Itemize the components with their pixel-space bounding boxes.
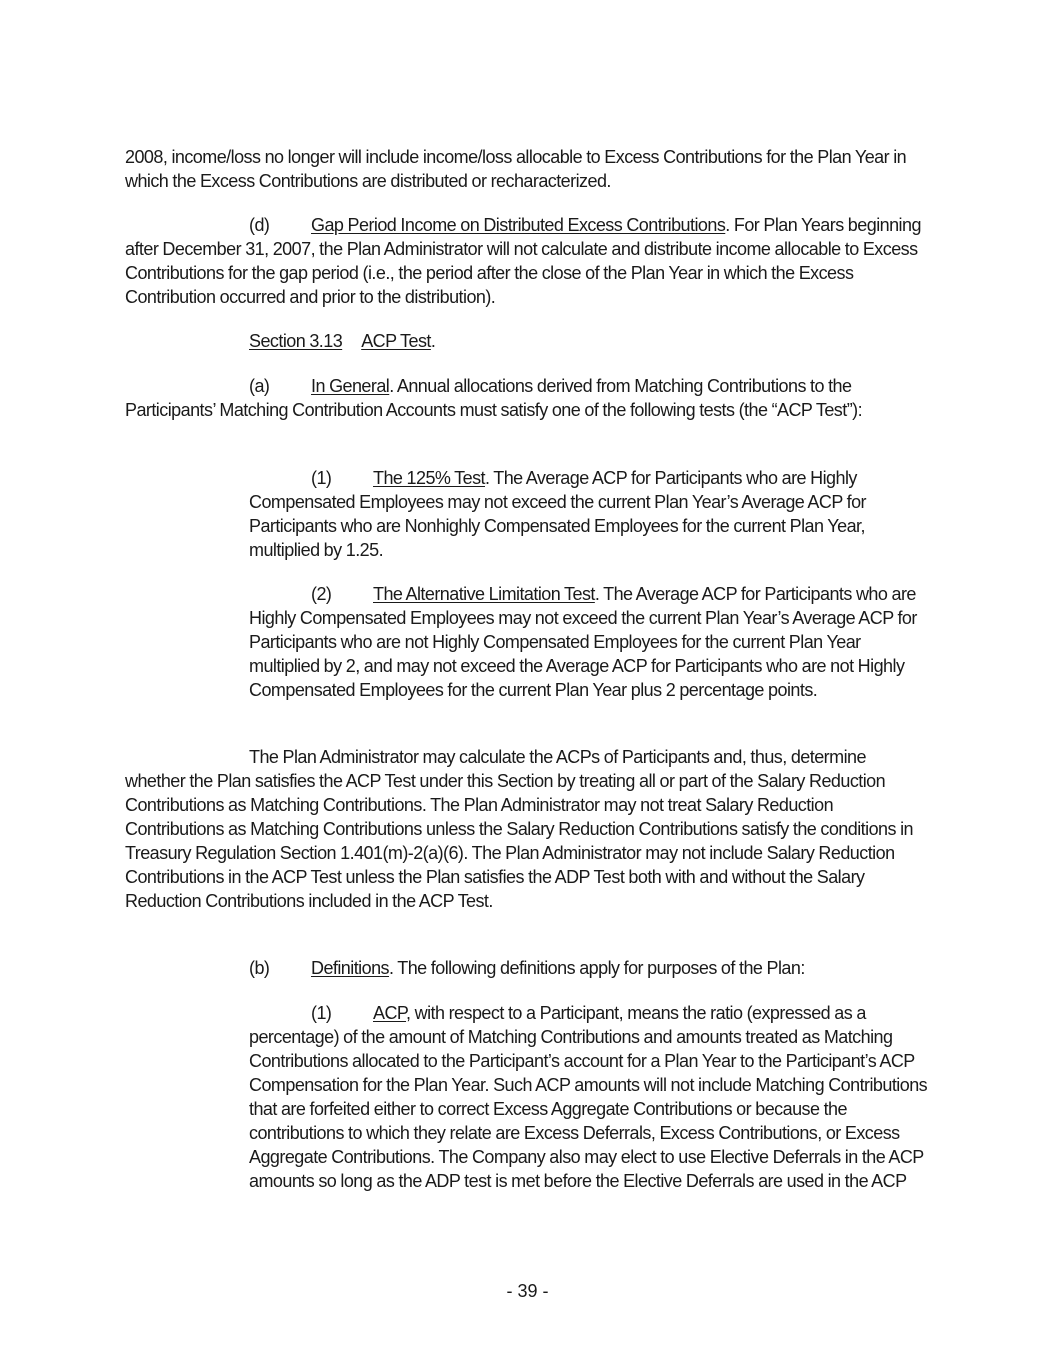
section-heading <box>125 329 930 353</box>
paragraph-acp-definition <box>249 1001 930 1193</box>
paragraph-text: . For Plan Years beginning after December 31, 2007, the Plan Administrator will not calculate and distribute income allocable to Excess Contributions for the gap period (i.e., the period after the close of the Plan Year in which the Excess Contribution occurred and prior to the distribution). <box>125 215 921 307</box>
paragraph-text: . The Average ACP for Participants who are Highly Compensated Employees may not exceed the current Plan Year’s Average ACP for Participants who are Nonhighly Compensated Employees for the current Plan Year, multiplied by 1.25. <box>249 468 866 560</box>
page-number: - 39 - <box>506 1281 549 1301</box>
paragraph-text: 2008, income/loss no longer will include income/loss allocable to Excess Contributions for the Plan Year in which the Excess Contributions are distributed or recharacterized. <box>125 147 907 191</box>
item-label: (2) <box>311 584 332 604</box>
paragraph-gap-period <box>125 213 930 309</box>
section-title: ACP Test <box>361 331 431 351</box>
paragraph-125-test <box>249 466 930 562</box>
item-heading: Gap Period Income on Distributed Excess Contributions <box>311 215 726 235</box>
item-heading: ACP <box>373 1003 407 1023</box>
paragraph-alternative-test <box>249 582 930 702</box>
paragraph-text: . The Average ACP for Participants who are Highly Compensated Employees may not exceed the current Plan Year’s Average ACP for Participants who are not Highly Compensated Employees for the current Plan Year multiplied by 2, and may not exceed the Average ACP for Participants who are not Highly Compensated Employees for the current Plan Year plus 2 percentage points. <box>249 584 917 700</box>
item-heading: Definitions <box>311 958 389 978</box>
paragraph-definitions <box>125 956 930 980</box>
section-number: Section 3.13 <box>249 331 343 351</box>
item-label: (1) <box>311 468 332 488</box>
paragraph-text: . The following definitions apply for purposes of the Plan: <box>389 958 805 978</box>
item-heading: In General <box>311 376 390 396</box>
item-heading: The Alternative Limitation Test <box>373 584 595 604</box>
item-label: (a) <box>249 376 270 396</box>
paragraph-in-general <box>125 374 930 422</box>
item-heading: The 125% Test <box>373 468 485 488</box>
paragraph-income-loss <box>125 145 930 193</box>
paragraph-text: . Annual allocations derived from Matching Contributions to the Participants’ Matching Contribution Accounts must satisfy one of the following tests (the “ACP Test”): <box>125 376 863 420</box>
item-label: (1) <box>311 1003 332 1023</box>
item-label: (b) <box>249 958 270 978</box>
item-label: (d) <box>249 215 270 235</box>
paragraph-text: , with respect to a Participant, means the ratio (expressed as a percentage) of the amount of Matching Contributions and amounts treated as Matching Contributions allocated to the Participant’s account for a Plan Year to the Participant’s ACP Compensation for the Plan Year. Such ACP amounts will not include Matching Contributions that are forfeited either to correct Excess Aggregate Contributions or because the contributions to which they relate are Excess Deferrals, Excess Contributions, or Excess Aggregate Contributions. The Company also may elect to use Elective Deferrals in the ACP amounts so long as the ADP test is met before the Elective Deferrals are used in the ACP <box>249 1003 928 1191</box>
paragraph-plan-administrator <box>125 745 930 913</box>
paragraph-text: The Plan Administrator may calculate the ACPs of Participants and, thus, determine whether the Plan satisfies the ACP Test under this Section by treating all or part of the Salary Reduction Contributions as Matching Contributions. The Plan Administrator may not treat Salary Reduction Contributions as Matching Contributions unless the Salary Reduction Contributions satisfy the conditions in Treasury Regulation Section 1.401(m)-2(a)(6). The Plan Administrator may not include Salary Reduction Contributions in the ACP Test unless the Plan satisfies the ADP Test both with and without the Salary Reduction Contributions included in the ACP Test. <box>125 747 914 911</box>
section-period: . <box>430 331 436 351</box>
